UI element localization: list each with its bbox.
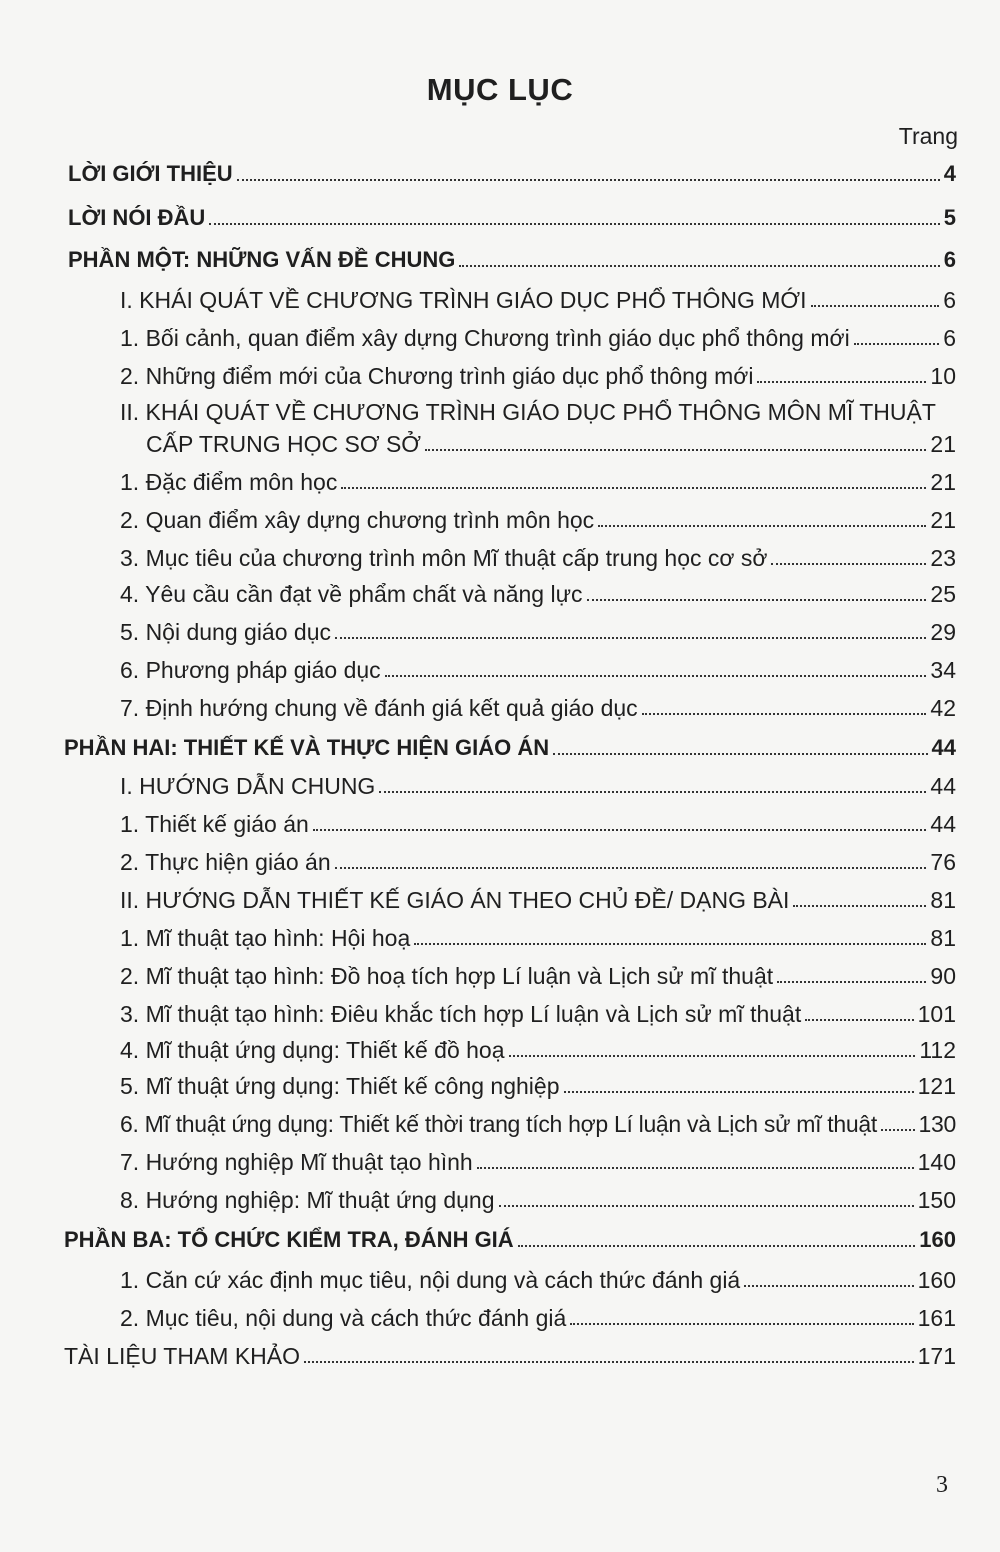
toc-entry-page: 21	[930, 469, 956, 495]
toc-entry-page: 6	[943, 325, 956, 351]
leader-dots	[313, 829, 927, 831]
toc-entry-page: 23	[930, 545, 956, 571]
toc-entry-page: 25	[930, 581, 956, 607]
toc-entry-page: 112	[919, 1037, 956, 1063]
toc-entry-label: 4. Mĩ thuật ứng dụng: Thiết kế đồ hoạ	[120, 1037, 505, 1063]
leader-dots	[881, 1129, 915, 1131]
leader-dots	[553, 753, 927, 755]
toc-entry-page: 160	[917, 1267, 956, 1293]
toc-entry-label: 5. Mĩ thuật ứng dụng: Thiết kế công nghiệp	[120, 1073, 560, 1099]
toc-entry	[68, 204, 956, 232]
toc-entry-label: 8. Hướng nghiệp: Mĩ thuật ứng dụng	[120, 1187, 495, 1213]
toc-entry	[120, 618, 956, 646]
toc-entry	[120, 1186, 956, 1214]
toc-entry-label: 1. Đặc điểm môn học	[120, 469, 338, 495]
toc-entry-label: 2. Mĩ thuật tạo hình: Đồ hoạ tích hợp Lí luận và Lịch sử mĩ thuật	[120, 963, 774, 989]
toc-entry-label: 7. Hướng nghiệp Mĩ thuật tạo hình	[120, 1149, 473, 1175]
toc-entry	[120, 398, 956, 458]
leader-dots	[805, 1019, 913, 1021]
toc-entry-page: 21	[930, 507, 956, 533]
toc-entry-page: 81	[930, 887, 956, 913]
leader-dots	[587, 599, 927, 601]
page-column-header: Trang	[898, 123, 958, 149]
leader-dots	[425, 449, 926, 451]
page-title: MỤC LỤC	[426, 72, 574, 107]
toc-entry	[120, 886, 956, 914]
toc-entry-page: 130	[918, 1111, 956, 1137]
leader-dots	[793, 905, 926, 907]
toc-entry	[64, 1226, 956, 1254]
toc-entry-page: 34	[930, 657, 956, 683]
leader-dots	[335, 637, 926, 639]
toc-entry	[68, 246, 956, 274]
toc-entry	[120, 324, 956, 352]
leader-dots	[564, 1091, 914, 1093]
leader-dots	[237, 179, 940, 181]
toc-entry-label: LỜI NÓI ĐẦU	[68, 205, 206, 230]
leader-dots	[642, 713, 927, 715]
toc-entry-page: 44	[930, 811, 956, 837]
leader-dots	[209, 223, 939, 225]
toc-entry-label-continued: CẤP TRUNG HỌC SƠ SỞ	[146, 431, 422, 457]
leader-dots	[744, 1285, 913, 1287]
toc-entry-page: 101	[917, 1001, 956, 1027]
toc-entry	[120, 1110, 956, 1138]
toc-entry-page: 6	[943, 287, 956, 313]
toc-entry-page: 76	[930, 849, 956, 875]
leader-dots	[518, 1245, 916, 1247]
toc-entry-page: 121	[917, 1073, 956, 1099]
toc-entry-label: I. KHÁI QUÁT VỀ CHƯƠNG TRÌNH GIÁO DỤC PHỔ THÔNG MỚI	[120, 287, 807, 313]
toc-entry-page: 10	[930, 363, 956, 389]
toc-entry	[120, 848, 956, 876]
toc-entry-label: LỜI GIỚI THIỆU	[68, 161, 233, 186]
leader-dots	[341, 487, 926, 489]
toc-entry-page: 160	[919, 1227, 956, 1252]
toc-entry-page: 42	[930, 695, 956, 721]
toc-entry	[120, 772, 956, 800]
toc-entry-page: 90	[930, 963, 956, 989]
leader-dots	[335, 867, 927, 869]
toc-entry	[68, 160, 956, 188]
toc-entry-label: 7. Định hướng chung về đánh giá kết quả giáo dục	[120, 695, 638, 721]
toc-entry-page: 44	[931, 735, 956, 760]
toc-entry-label: PHẦN BA: TỔ CHỨC KIỂM TRA, ĐÁNH GIÁ	[64, 1227, 514, 1252]
toc-entry-label: 1. Căn cứ xác định mục tiêu, nội dung và cách thức đánh giá	[120, 1267, 741, 1293]
toc-entry	[64, 734, 956, 762]
toc-entry	[120, 1304, 956, 1332]
toc-entry	[120, 1266, 956, 1294]
toc-entry	[120, 468, 956, 496]
toc-entry-page: 21	[930, 431, 956, 457]
toc-entry-label: I. HƯỚNG DẪN CHUNG	[120, 773, 376, 799]
leader-dots	[757, 381, 926, 383]
leader-dots	[854, 343, 940, 345]
toc-entry-label: 6. Phương pháp giáo dục	[120, 657, 381, 683]
leader-dots	[477, 1167, 914, 1169]
toc-entry-label: 2. Quan điểm xây dựng chương trình môn học	[120, 507, 595, 533]
toc-entry-label: PHẦN HAI: THIẾT KẾ VÀ THỰC HIỆN GIÁO ÁN	[64, 735, 550, 760]
leader-dots	[414, 943, 926, 945]
leader-dots	[509, 1055, 916, 1057]
toc-entry-page: 44	[930, 773, 956, 799]
page-number: 3	[936, 1472, 948, 1498]
leader-dots	[379, 791, 926, 793]
leader-dots	[771, 563, 926, 565]
leader-dots	[811, 305, 940, 307]
toc-entry	[64, 1342, 956, 1370]
toc-entry	[120, 1000, 956, 1028]
toc-entry-label: 5. Nội dung giáo dục	[120, 619, 331, 645]
toc-entry	[120, 506, 956, 534]
toc-entry-label: 3. Mục tiêu của chương trình môn Mĩ thuật cấp trung học cơ sở	[120, 545, 768, 571]
toc-entry-label: II. HƯỚNG DẪN THIẾT KẾ GIÁO ÁN THEO CHỦ ĐỀ/ DẠNG BÀI	[120, 887, 790, 913]
toc-entry-page: 171	[917, 1343, 956, 1369]
toc-entry	[120, 580, 956, 608]
toc-entry-label: 4. Yêu cầu cần đạt về phẩm chất và năng lực	[120, 581, 583, 607]
toc-entry-page: 150	[917, 1187, 956, 1213]
leader-dots	[598, 525, 926, 527]
toc-entry-label: 1. Bối cảnh, quan điểm xây dựng Chương trình giáo dục phổ thông mới	[120, 325, 850, 351]
toc-entry	[120, 694, 956, 722]
toc-entry	[120, 362, 956, 390]
toc-entry-label: 2. Mục tiêu, nội dung và cách thức đánh giá	[120, 1305, 567, 1331]
leader-dots	[385, 675, 927, 677]
toc-entry-label: 3. Mĩ thuật tạo hình: Điêu khắc tích hợp Lí luận và Lịch sử mĩ thuật	[120, 1001, 802, 1027]
toc-entry	[120, 286, 956, 314]
leader-dots	[499, 1205, 914, 1207]
toc-entry-label: TÀI LIỆU THAM KHẢO	[64, 1343, 301, 1369]
toc-entry-label: PHẦN MỘT: NHỮNG VẤN ĐỀ CHUNG	[68, 247, 456, 272]
leader-dots	[304, 1361, 914, 1363]
toc-entry	[120, 924, 956, 952]
toc-entry-label: II. KHÁI QUÁT VỀ CHƯƠNG TRÌNH GIÁO DỤC PHỔ THÔNG MÔN MĨ THUẬT	[120, 399, 936, 425]
leader-dots	[459, 265, 939, 267]
toc-entry-label: 2. Thực hiện giáo án	[120, 849, 331, 875]
toc-entry	[120, 656, 956, 684]
toc-entry-label: 1. Mĩ thuật tạo hình: Hội hoạ	[120, 925, 411, 951]
toc-entry	[120, 1148, 956, 1176]
toc-entry	[120, 810, 956, 838]
toc-entry-page: 140	[917, 1149, 956, 1175]
toc-entry-label: 6. Mĩ thuật ứng dụng: Thiết kế thời trang tích hợp Lí luận và Lịch sử mĩ thuật	[120, 1111, 877, 1137]
leader-dots	[777, 981, 926, 983]
toc-entry	[120, 962, 956, 990]
toc-entry	[120, 1036, 956, 1064]
toc-entry	[120, 1072, 956, 1100]
toc-entry-page: 5	[943, 205, 956, 230]
leader-dots	[570, 1323, 913, 1325]
toc-entry-page: 29	[930, 619, 956, 645]
toc-entry-label: 1. Thiết kế giáo án	[120, 811, 309, 837]
toc-entry-label: 2. Những điểm mới của Chương trình giáo dục phổ thông mới	[120, 363, 754, 389]
toc-entry	[120, 544, 956, 572]
toc-entry-page: 81	[930, 925, 956, 951]
toc-entry-page: 161	[917, 1305, 956, 1331]
toc-entry-page: 4	[943, 161, 956, 186]
toc-entry-page: 6	[943, 247, 956, 272]
